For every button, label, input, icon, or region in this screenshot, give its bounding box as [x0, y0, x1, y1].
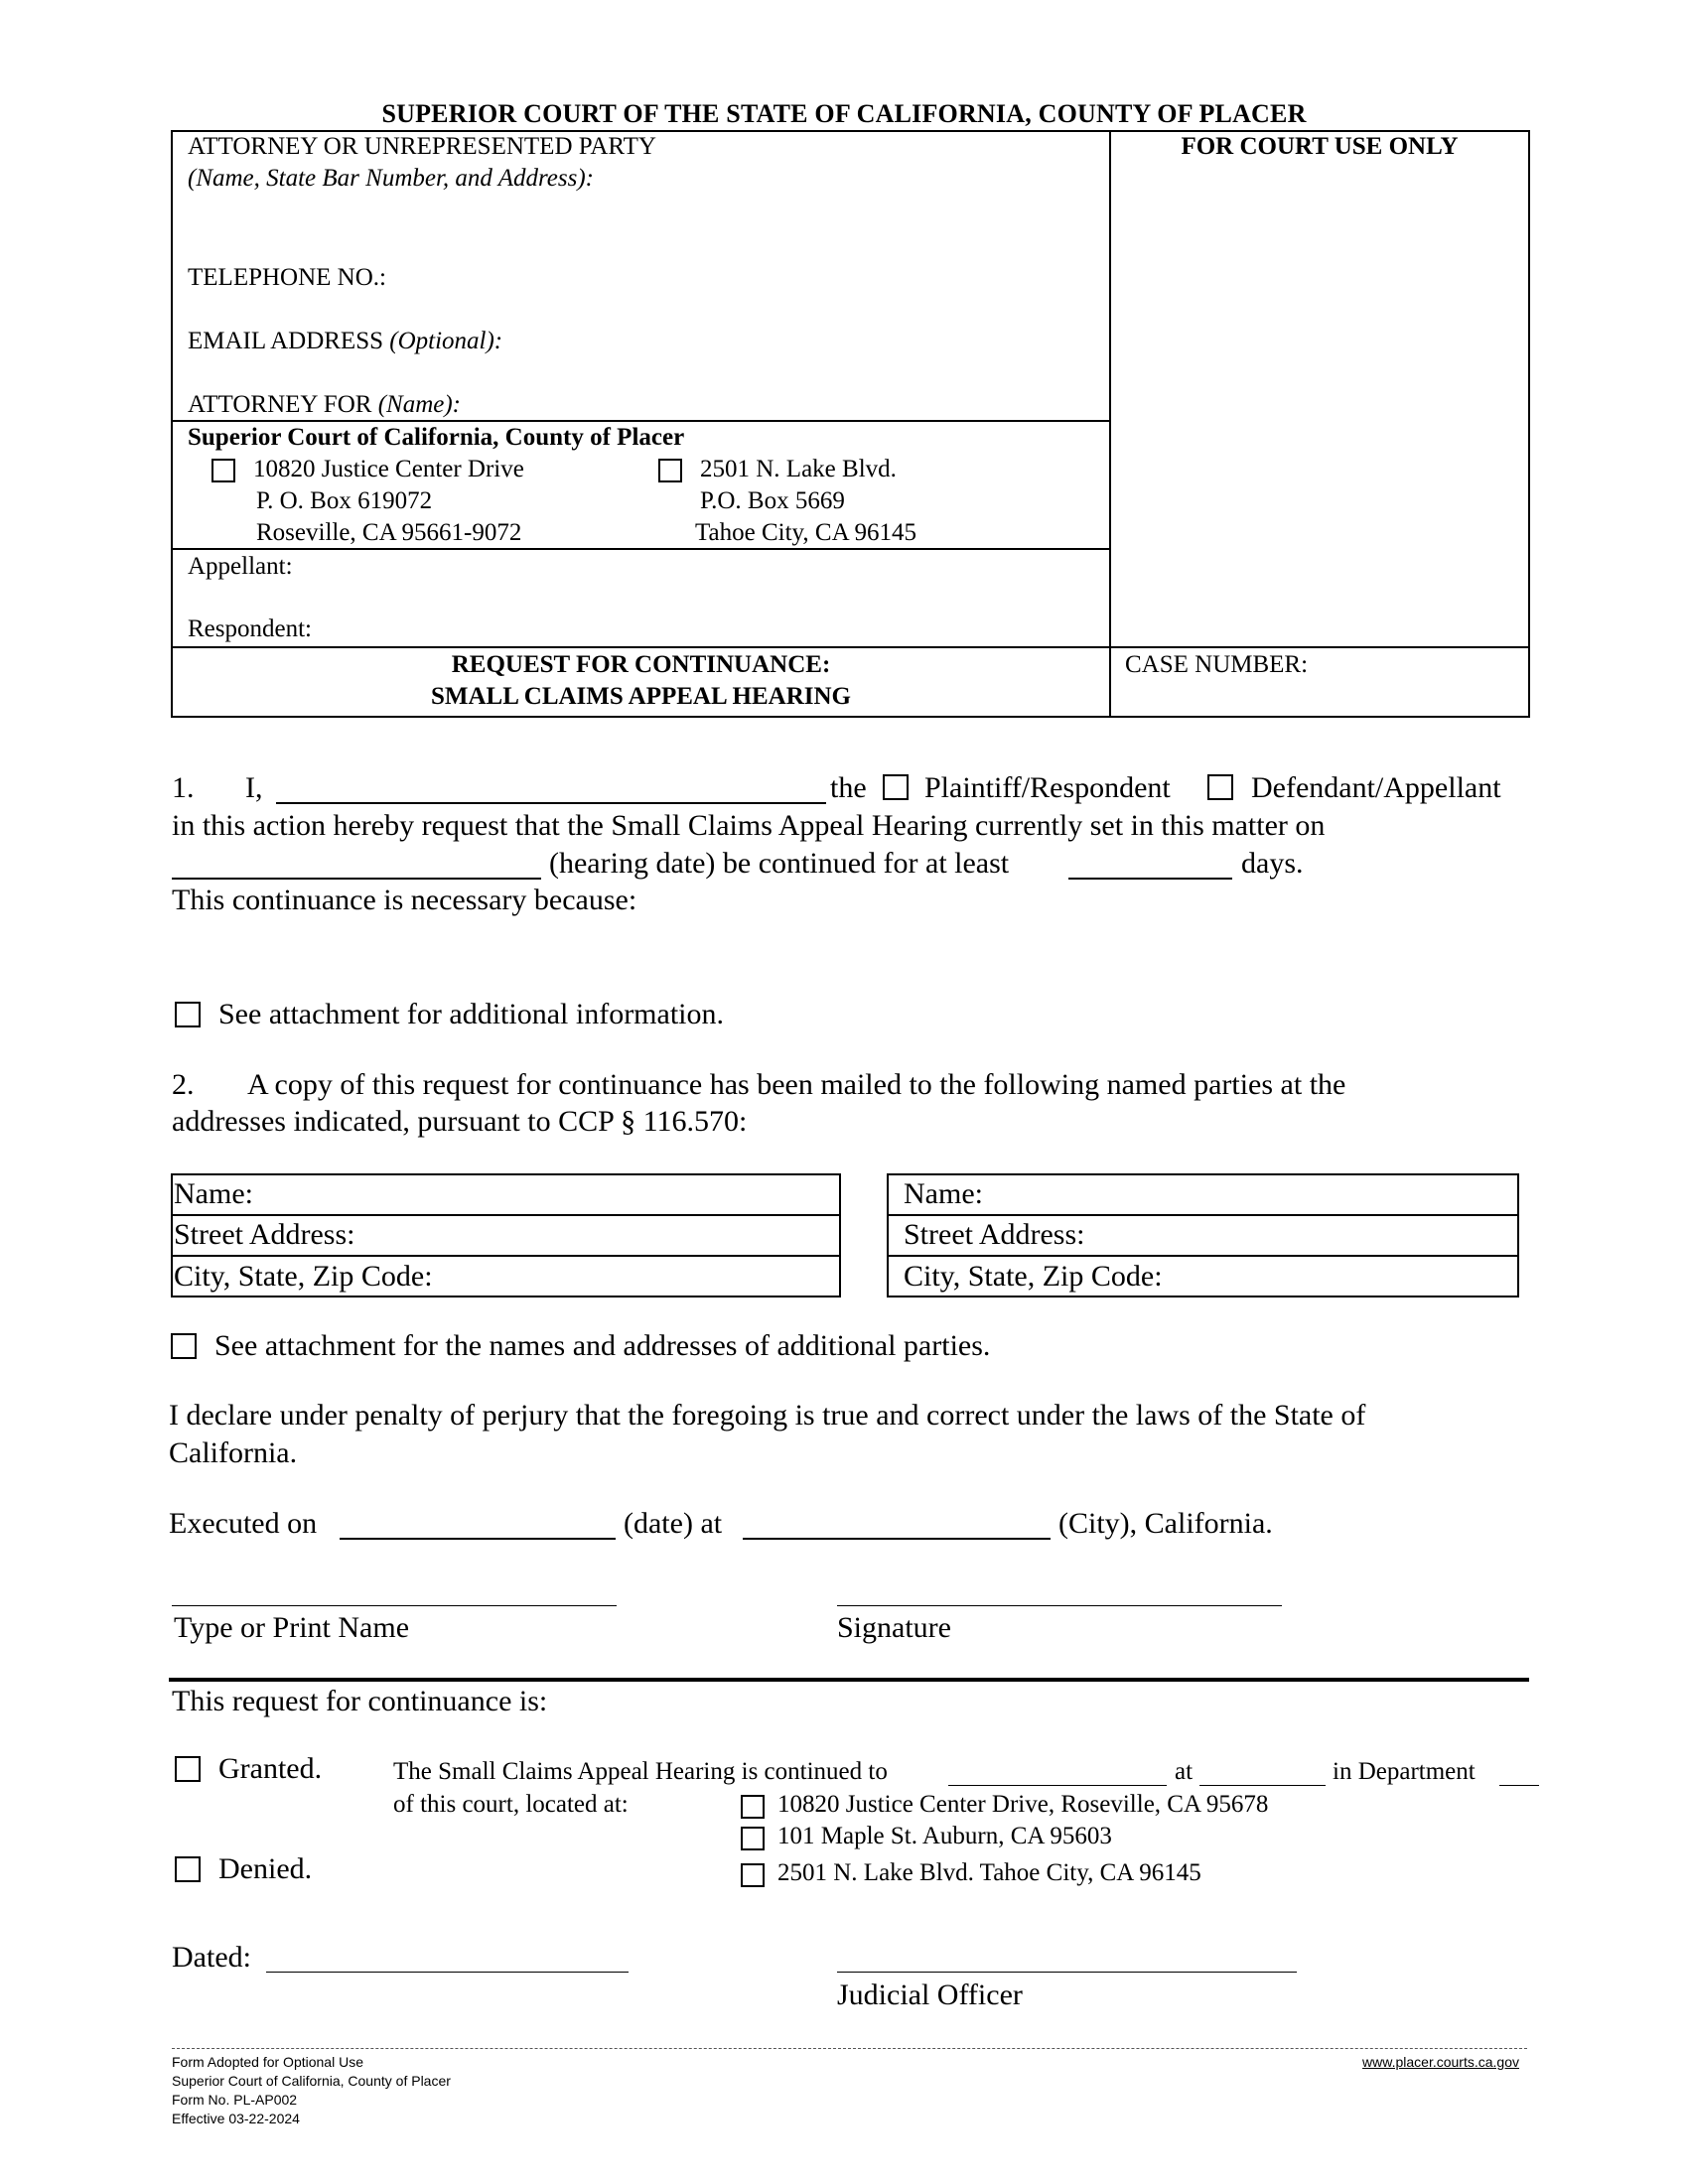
additional-info-label: See attachment for additional information. [218, 998, 725, 1030]
granted-checkbox[interactable] [175, 1756, 201, 1782]
continued-date-field[interactable] [948, 1785, 1167, 1786]
section2-line1: A copy of this request for continuance has been mailed to the following named parties at the [247, 1068, 1346, 1101]
continued-time-field[interactable] [1199, 1785, 1326, 1786]
print-name-label: Type or Print Name [174, 1611, 410, 1644]
defendant-appellant-label: Defendant/Appellant [1251, 771, 1501, 804]
continued-at-label: at [1175, 1758, 1194, 1785]
executed-city-field[interactable] [743, 1538, 1051, 1540]
plaintiff-respondent-label: Plaintiff/Respondent [924, 771, 1171, 804]
respondent-label: Respondent: [188, 615, 312, 642]
necessary-because-label: This continuance is necessary because: [172, 884, 637, 916]
telephone-label: TELEPHONE NO.: [188, 264, 386, 291]
court-use-only-label: FOR COURT USE ONLY [1181, 133, 1459, 160]
location-roseville-line3: Roseville, CA 95661-9072 [256, 519, 522, 546]
judicial-officer-signature-field[interactable] [837, 1972, 1297, 1973]
party2-name-label: Name: [904, 1177, 983, 1210]
attorney-for-text: ATTORNEY FOR [188, 391, 378, 418]
additional-parties-label: See attachment for the names and addresses of additional parties. [214, 1329, 991, 1362]
court-title: SUPERIOR COURT OF THE STATE OF CALIFORNIA, COUNTY OF PLACER [381, 99, 1307, 128]
order-location-auburn-label: 101 Maple St. Auburn, CA 95603 [777, 1823, 1112, 1849]
section1-i-label: I, [245, 771, 263, 804]
footer-line4: Effective 03-22-2024 [172, 2111, 300, 2126]
located-at-label: of this court, located at: [393, 1791, 629, 1818]
location-tahoe-line3: Tahoe City, CA 96145 [695, 519, 917, 546]
order-location-tahoe-checkbox[interactable] [741, 1863, 765, 1887]
footer-line3: Form No. PL-AP002 [172, 2092, 298, 2108]
dated-label: Dated: [172, 1941, 251, 1974]
location-roseville-line1: 10820 Justice Center Drive [253, 456, 524, 482]
attorney-for-name-text: (Name): [377, 391, 461, 418]
location-tahoe-line1: 2501 N. Lake Blvd. [700, 456, 897, 482]
party1-name-label: Name: [174, 1177, 253, 1210]
executed-on-label: Executed on [169, 1507, 318, 1540]
case-number-label: CASE NUMBER: [1125, 651, 1309, 678]
section1-the-label: the [830, 771, 867, 804]
executed-date-label: (date) at [624, 1507, 723, 1540]
declaration-line2: California. [169, 1436, 298, 1469]
additional-parties-checkbox[interactable] [171, 1333, 197, 1359]
section1-line2: in this action hereby request that the Small Claims Appeal Hearing currently set in this matter on [172, 809, 1326, 842]
days-label: days. [1241, 847, 1304, 880]
party2-city-label: City, State, Zip Code: [904, 1260, 1163, 1293]
order-location-tahoe-label: 2501 N. Lake Blvd. Tahoe City, CA 96145 [777, 1859, 1201, 1886]
declaration-line1: I declare under penalty of perjury that the foregoing is true and correct under the laws of the State of [169, 1399, 1366, 1432]
email-optional-text: (Optional): [389, 328, 503, 354]
attorney-label: ATTORNEY OR UNREPRESENTED PARTY [188, 133, 656, 160]
email-label-text: EMAIL ADDRESS [188, 328, 390, 354]
footer-website-link[interactable]: www.placer.courts.ca.gov [1362, 2054, 1519, 2070]
signature-label: Signature [837, 1611, 951, 1644]
signature-field[interactable] [837, 1605, 1282, 1606]
section1-number: 1. [172, 771, 195, 804]
executed-date-field[interactable] [340, 1538, 616, 1540]
footer-line2: Superior Court of California, County of Placer [172, 2073, 451, 2089]
court-name: Superior Court of California, County of Placer [188, 424, 685, 451]
order-location-roseville-checkbox[interactable] [741, 1795, 765, 1819]
department-label: in Department [1333, 1758, 1476, 1785]
order-location-auburn-checkbox[interactable] [741, 1827, 765, 1850]
department-field[interactable] [1499, 1785, 1539, 1786]
executed-city-label: (City), California. [1058, 1507, 1273, 1540]
granted-label: Granted. [218, 1752, 323, 1785]
location-roseville-line2: P. O. Box 619072 [256, 487, 433, 514]
party2-street-label: Street Address: [904, 1218, 1085, 1251]
footer-line1: Form Adopted for Optional Use [172, 2054, 363, 2070]
attorney-sub-label: (Name, State Bar Number, and Address): [188, 165, 594, 192]
footer-divider [172, 2048, 1527, 2049]
section2-line2: addresses indicated, pursuant to CCP § 116.570: [172, 1105, 748, 1138]
party1-street-label: Street Address: [174, 1218, 355, 1251]
print-name-field[interactable] [172, 1605, 617, 1606]
judicial-officer-label: Judicial Officer [837, 1979, 1023, 2011]
order-divider [169, 1678, 1529, 1682]
section2-number: 2. [172, 1068, 195, 1101]
order-location-roseville-label: 10820 Justice Center Drive, Roseville, CA 95678 [777, 1791, 1269, 1818]
dated-field[interactable] [266, 1972, 629, 1973]
party1-city-label: City, State, Zip Code: [174, 1260, 433, 1293]
appellant-label: Appellant: [188, 553, 293, 580]
form-title-line1: REQUEST FOR CONTINUANCE: [451, 651, 831, 678]
denied-checkbox[interactable] [175, 1856, 201, 1882]
form-title-line2: SMALL CLAIMS APPEAL HEARING [431, 683, 851, 710]
order-intro: This request for continuance is: [172, 1685, 548, 1717]
location-tahoe-line2: P.O. Box 5669 [700, 487, 845, 514]
hearing-date-label: (hearing date) be continued for at least [549, 847, 1010, 880]
denied-label: Denied. [218, 1852, 313, 1885]
continued-to-label: The Small Claims Appeal Hearing is continued to [393, 1758, 888, 1785]
